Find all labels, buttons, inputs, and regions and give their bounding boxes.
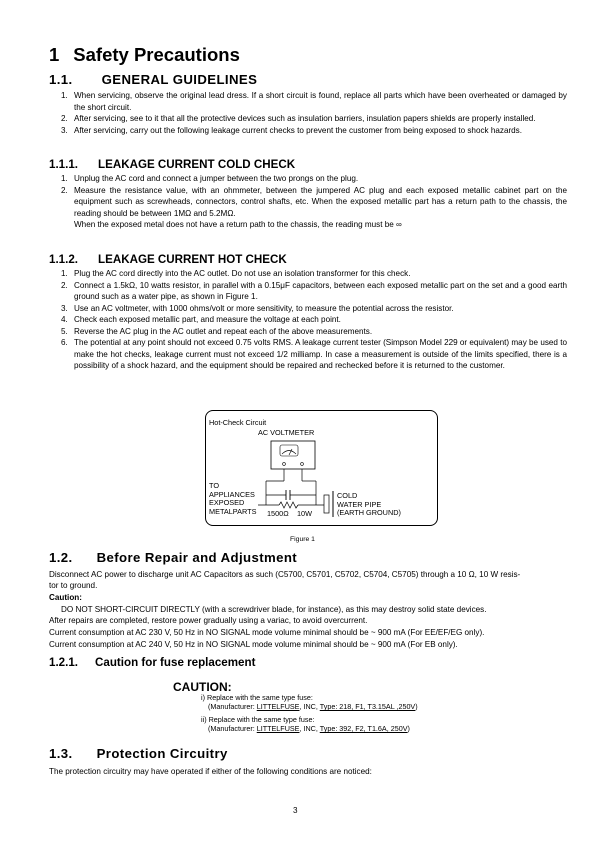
list-item-number: 2. xyxy=(61,185,68,195)
section-1-2-1-heading xyxy=(49,656,255,669)
section-title: Before Repair and Adjustment xyxy=(96,550,298,565)
list-item xyxy=(61,314,567,326)
list-item-number: 5. xyxy=(61,326,68,336)
list-item xyxy=(61,113,567,125)
meter-label: AC VOLTMETER xyxy=(258,428,315,437)
list-item xyxy=(61,90,567,113)
list-item-number: 3. xyxy=(61,125,68,135)
discharge-text-line2: tor to ground. xyxy=(49,581,98,590)
list-item xyxy=(61,125,567,137)
list-item xyxy=(61,303,567,315)
list-item-number: 4. xyxy=(61,315,68,324)
section-title: LEAKAGE CURRENT HOT CHECK xyxy=(98,253,287,266)
title-number: 1 xyxy=(49,44,60,65)
list-item-text: Reverse the AC plug in the AC outlet and repeat each of the above measurements. xyxy=(74,326,373,336)
list-item xyxy=(61,268,567,280)
list-item-text: Plug the AC cord directly into the AC outlet. Do not use an isolation transformer for this check. xyxy=(74,269,411,278)
list-item-text: Measure the resistance value, with an ohmmeter, between the jumpered AC plug and each exposed metallic cabinet part on the equipment such as screwheads, connectors, control shafts, etc. When the exposed metallic part has a return path to the chassis, the reading should be between 1MΩ and 5.2MΩ. xyxy=(74,185,567,218)
list-item xyxy=(61,326,567,338)
page-title xyxy=(49,44,240,66)
list-item-number: 2. xyxy=(61,280,68,290)
section-number: 1.1.2. xyxy=(49,253,79,266)
list-item-number: 2. xyxy=(61,114,68,123)
section-1-2-heading xyxy=(49,550,297,565)
cold-check-list xyxy=(61,173,567,219)
cold-check-note: When the exposed metal does not have a return path to the chassis, the reading must be ∞ xyxy=(74,220,402,229)
discharge-text-line1: Disconnect AC power to discharge unit AC Capacitors as such (C5700, C5701, C5702, C5704, C5705) through a 10 Ω, 10 W resis- xyxy=(49,570,521,579)
list-item-text: Unplug the AC cord and connect a jumper between the two prongs on the plug. xyxy=(74,174,359,183)
title-text: Safety Precautions xyxy=(73,44,240,65)
section-title: Caution for fuse replacement xyxy=(95,656,256,669)
hot-check-circuit-figure xyxy=(205,410,438,526)
list-item-number: 1. xyxy=(61,269,68,278)
list-item-text: After servicing, carry out the following leakage current checks to prevent the customer from being exposed to shock hazards. xyxy=(74,125,523,135)
section-number: 1.2. xyxy=(49,550,73,565)
current-consumption-240v: Current consumption at AC 240 V, 50 Hz in NO SIGNAL mode volume minimal should be ~ 900 mA (For EB only). xyxy=(49,640,458,649)
restore-power-text: After repairs are completed, restore power gradually using a variac, to avoid overcurrent. xyxy=(49,616,368,625)
appliance-label: TO APPLIANCES EXPOSED METALPARTS xyxy=(209,481,257,516)
list-item-text: Use an AC voltmeter, with 1000 ohms/volt or more sensitivity, to measure the potential across the resistor. xyxy=(74,303,454,313)
list-item-text: When servicing, observe the original lead dress. If a short circuit is found, replace all parts which have been overheated or damaged by the short circuit. xyxy=(74,91,567,112)
general-guidelines-list xyxy=(61,90,567,136)
section-number: 1.3. xyxy=(49,746,73,761)
current-consumption-230v: Current consumption at AC 230 V, 50 Hz in NO SIGNAL mode volume minimal should be ~ 900 mA (For EE/EF/EG only). xyxy=(49,628,485,637)
list-item-text: Connect a 1.5kΩ, 10 watts resistor, in parallel with a 0.15μF capacitors, between each exposed metallic part on the set and a good earth ground such as a water pipe, as shown in Figure 1. xyxy=(74,280,567,301)
list-item-number: 6. xyxy=(61,338,68,347)
resistor-value: 1500Ω xyxy=(267,509,289,518)
list-item-text: After servicing, see to it that all the protective devices such as insulation barriers, insulation papers shields are properly installed. xyxy=(74,114,536,123)
section-title: GENERAL GUIDELINES xyxy=(101,72,258,87)
resistor-watts: 10W xyxy=(297,509,313,518)
section-1-1-1-heading xyxy=(49,158,295,171)
section-1-3-heading xyxy=(49,746,228,761)
hot-check-list xyxy=(61,268,567,372)
caution-label: Caution: xyxy=(49,593,82,602)
section-title: LEAKAGE CURRENT COLD CHECK xyxy=(98,158,296,171)
protection-text: The protection circuitry may have operated if either of the following conditions are noticed: xyxy=(49,767,372,776)
section-number: 1.1.1. xyxy=(49,158,79,171)
list-item-text: The potential at any point should not exceed 0.75 volts RMS. A leakage current tester (Simpson Model 229 or equivalent) may be used to make the hot checks, leakage current must not exceed 1/2 milliamp. In case a measurement is outside of the limits specified, there is a possibility of a shock hazard, and the equipment should be repaired and rechecked before it is returned to the customer. xyxy=(74,338,567,370)
fuse-caution-title: CAUTION: xyxy=(173,680,232,694)
list-item-text: Check each exposed metallic part, and measure the voltage at each point. xyxy=(74,315,341,324)
list-item xyxy=(61,280,567,303)
figure-caption: Figure 1 xyxy=(290,536,315,543)
list-item-number: 1. xyxy=(61,91,68,100)
section-1-1-2-heading xyxy=(49,253,287,266)
page-number: 3 xyxy=(293,806,298,815)
section-number: 1.2.1. xyxy=(49,656,79,669)
list-item xyxy=(61,173,567,185)
list-item xyxy=(61,185,567,220)
fuse-item-1: i) Replace with the same type fuse: (Manufacturer: LITTELFUSE, INC, Type: 218, F1, T3.15AL ,250V) xyxy=(201,693,418,711)
list-item-number: 3. xyxy=(61,303,68,313)
list-item xyxy=(61,337,567,372)
caution-text: DO NOT SHORT-CIRCUIT DIRECTLY (with a screwdriver blade, for instance), as this may destroy solid state devices. xyxy=(61,605,487,614)
fuse-item-2: ii) Replace with the same type fuse: (Manufacturer: LITTELFUSE, INC, Type: 392, F2, T1.6A, 250V) xyxy=(201,715,410,733)
list-item-number: 1. xyxy=(61,174,68,183)
section-1-1-heading xyxy=(49,72,257,87)
section-title: Protection Circuitry xyxy=(96,746,228,761)
earth-label: COLD WATER PIPE (EARTH GROUND) xyxy=(337,491,401,518)
figure-title: Hot-Check Circuit xyxy=(209,418,267,427)
section-number: 1.1. xyxy=(49,72,73,87)
